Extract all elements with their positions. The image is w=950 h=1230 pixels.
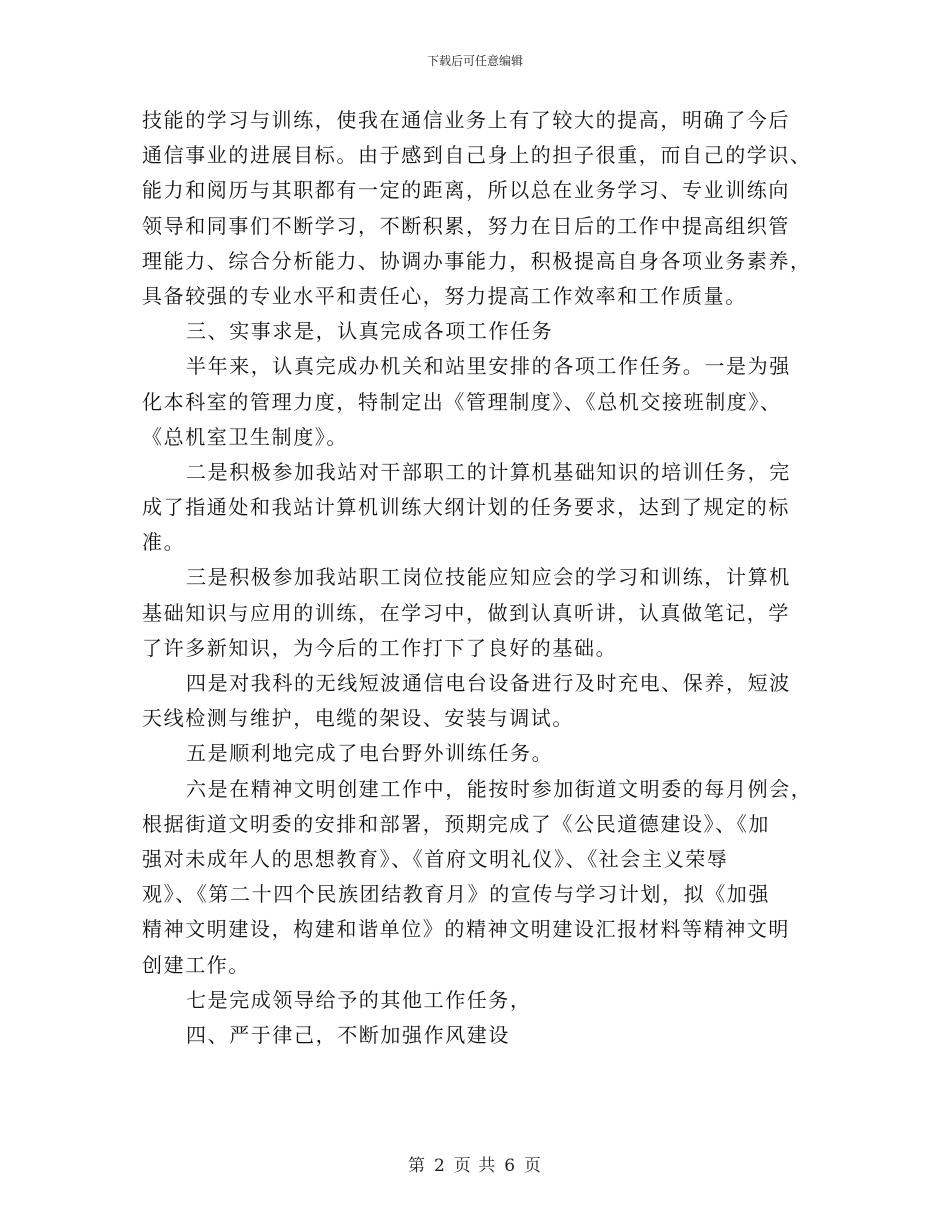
body-line: 五是顺利地完成了电台野外训练任务。 bbox=[186, 741, 554, 766]
body-line: 通信事业的进展目标。由于感到自己身上的担子很重，而自己的学识、 bbox=[142, 143, 812, 168]
body-line: 具备较强的专业水平和责任心，努力提高工作效率和工作质量。 bbox=[142, 283, 747, 308]
page-number: 2 bbox=[433, 1156, 446, 1176]
footer-prefix: 第 bbox=[407, 1156, 426, 1176]
body-line: 七是完成领导给予的其他工作任务， bbox=[186, 987, 532, 1012]
body-line: 化本科室的管理力度，特制定出《管理制度》、《总机交接班制度》、 bbox=[142, 389, 782, 414]
body-line: 根据街道文明委的安排和部署，预期完成了《公民道德建设》、《加 bbox=[142, 811, 770, 836]
body-line: 四是对我科的无线短波通信电台设备进行及时充电、保养，短波 bbox=[186, 671, 791, 695]
body-line: 能力和阅历与其职都有一定的距离，所以总在业务学习、专业训练向 bbox=[142, 178, 790, 203]
body-line: 天线检测与维护，电缆的架设、安装与调试。 bbox=[142, 706, 574, 731]
page-header: 下载后可任意编辑 bbox=[426, 54, 523, 68]
body-line: 技能的学习与训练，使我在通信业务上有了较大的提高，明确了今后 bbox=[142, 108, 790, 132]
body-line: 创建工作。 bbox=[142, 952, 250, 977]
body-line: 观》、《第二十四个民族团结教育月》的宣传与学习计划，拟《加强 bbox=[142, 882, 770, 907]
body-line: 理能力、综合分析能力、协调办事能力，积极提高自身各项业务素养， bbox=[142, 248, 812, 273]
body-line: 三是积极参加我站职工岗位技能应知应会的学习和训练，计算机 bbox=[186, 565, 791, 590]
body-line: 六是在精神文明创建工作中，能按时参加街道文明委的每月例会， bbox=[186, 776, 813, 801]
body-line: 二是积极参加我站对干部职工的计算机基础知识的培训任务，完 bbox=[186, 459, 791, 484]
document-body bbox=[142, 103, 822, 1053]
footer-of: 页 共 bbox=[453, 1156, 497, 1176]
body-line: 基础知识与应用的训练，在学习中，做到认真听讲，认真做笔记，学 bbox=[142, 600, 790, 625]
body-line: 强对未成年人的思想教育》、《首府文明礼仪》、《社会主义荣辱 bbox=[142, 846, 729, 871]
body-line: 《总机室卫生制度》。 bbox=[142, 424, 348, 449]
body-line: 了许多新知识，为今后的工作打下了良好的基础。 bbox=[142, 635, 618, 660]
body-line: 精神文明建设，构建和谐单位》的精神文明建设汇报材料等精神文明 bbox=[142, 917, 790, 942]
page-footer bbox=[0, 1151, 950, 1176]
footer-suffix: 页 bbox=[524, 1156, 543, 1176]
body-line: 半年来，认真完成办机关和站里安排的各项工作任务。一是为强 bbox=[186, 354, 791, 379]
section-heading: 四、严于律己，不断加强作风建设 bbox=[186, 1022, 510, 1047]
body-line: 领导和同事们不断学习，不断积累，努力在日后的工作中提高组织管 bbox=[142, 213, 790, 238]
page-total: 6 bbox=[504, 1156, 517, 1176]
section-heading: 三、实事求是，认真完成各项工作任务 bbox=[186, 319, 554, 344]
body-line: 成了指通处和我站计算机训练大纲计划的任务要求，达到了规定的标 bbox=[142, 495, 790, 520]
body-line: 准。 bbox=[142, 530, 186, 555]
